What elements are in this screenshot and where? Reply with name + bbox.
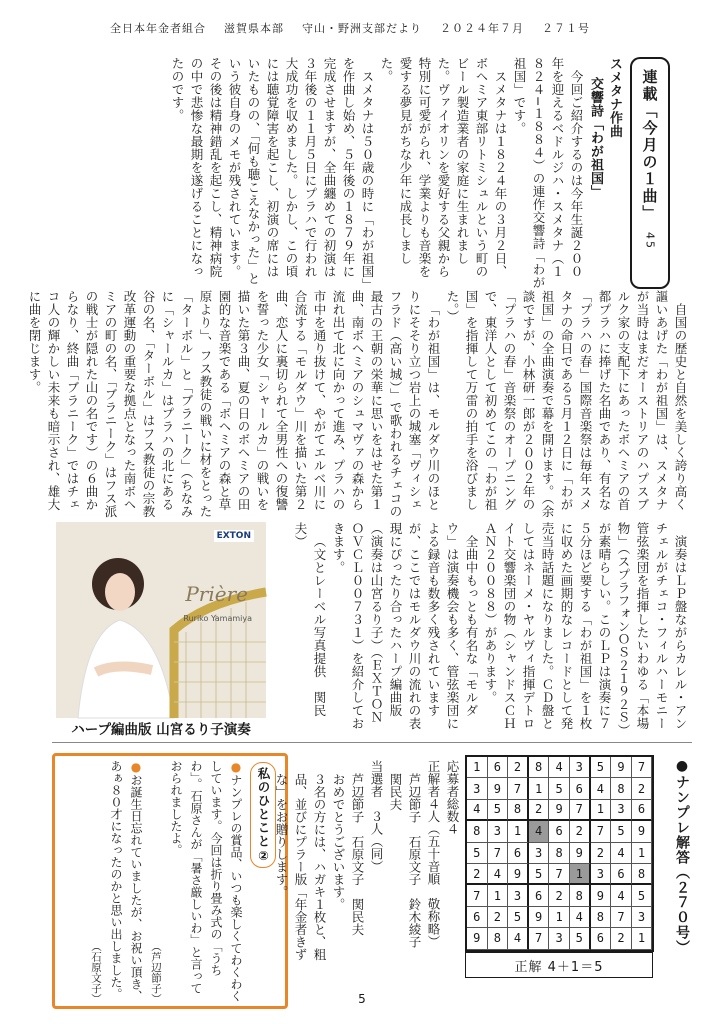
sudoku-cell: 1	[632, 928, 653, 949]
sudoku-cell: 1	[570, 864, 591, 885]
article-col-3	[27, 290, 690, 518]
winners-line: おめでとうございます。	[331, 772, 346, 910]
sudoku-cell: 4	[529, 821, 550, 842]
sudoku-cell: 3	[529, 843, 550, 864]
sudoku-cell: 2	[467, 864, 488, 885]
sudoku-cell: 2	[549, 885, 570, 906]
article-paragraph: スメタナは１８２４年の３月２日、ボヘミア東部リトミシュルという町のビール製造業者の家庭に生まれました。ヴァイオリンを愛好する父親から特別に可愛がられ、学業よりも音楽を愛する夢見がちな少年に成長しました。	[379, 57, 508, 278]
sudoku-cell: 7	[570, 800, 591, 821]
sudoku-cell: 1	[488, 885, 509, 906]
sudoku-cell: 7	[529, 928, 550, 949]
sudoku-cell: 9	[467, 928, 488, 949]
sudoku-cell: 6	[591, 928, 612, 949]
article-paragraph: スメタナは５０歳の時に「わが祖国」を作曲し始め、５年後の１８７９年に完成させますが、全曲纏めての初演は３年後の１１月５日にプラハで行われ大成功を収めました。しかし、この頃には聴覚障害を起こし、初演の席にはいたものの、「何も聴こえなかった」という彼自身のメモが残されています。その後は精神錯乱を起こし、精神病院の中で悲惨な最期を遂げることになったのです。	[170, 57, 375, 285]
winners-line: 正解者４人（五十音順 敬称略）	[426, 760, 441, 948]
sudoku-grid	[465, 755, 654, 952]
sudoku-title: ●ナンプレ解答（２７０号）	[674, 758, 690, 955]
sudoku-cell: 4	[467, 800, 488, 821]
sudoku-cell: 6	[570, 778, 591, 799]
sudoku-cell: 3	[488, 821, 509, 842]
sudoku-cell: 5	[549, 778, 570, 799]
winners-line: 応募者総数４	[445, 760, 460, 835]
article-col-1	[512, 57, 624, 289]
sudoku-cell: 9	[570, 843, 591, 864]
sudoku-cell: 6	[632, 800, 653, 821]
article-paragraph: 演奏はＬＰ盤ながらカレル・アンチェルがチェコ・フィルハーモニー管弦楽団を指揮したいわゆる「本場物」（スプラフォンＯＳ２１９２Ｓ）が素晴らしい。このＬＰは演奏に７５分ほど要する「わが祖国」を１枚に収めた画期的なレコードとして発売当時話題になりました。ＣＤ盤としてはネーメ・ヤルヴィ指揮デトロイト交響楽団の物（シャンドスＣＨＡＮ２００８８）があります。	[483, 522, 688, 731]
sudoku-cell: 6	[611, 864, 632, 885]
sudoku-cell: 2	[591, 843, 612, 864]
sudoku-cell: 8	[570, 885, 591, 906]
sudoku-cell: 2	[488, 907, 509, 928]
sudoku-cell: 2	[570, 821, 591, 842]
article-heading-composer: スメタナ作曲	[607, 57, 622, 138]
winners-line: 芦辺節子 石原文子 鈴木綾子 関民夫	[388, 772, 422, 960]
cd-cover-photo	[56, 522, 266, 718]
series-label: 連載「今月の１曲」	[640, 69, 659, 222]
sudoku-cell: 8	[632, 864, 653, 885]
sudoku-cell: 4	[508, 928, 529, 949]
article-credit: （文とレーベル写真提供 関民夫）	[293, 522, 327, 717]
page-header	[110, 20, 710, 36]
sudoku-cell: 2	[508, 757, 529, 778]
sudoku-cell: 4	[488, 864, 509, 885]
sudoku-cell: 5	[488, 800, 509, 821]
sudoku-cell: 5	[611, 821, 632, 842]
org-name: 全日本年金者組合	[110, 22, 206, 35]
sudoku-cell: 9	[488, 778, 509, 799]
photo-caption: ハープ編曲版 山宮るり子演奏	[71, 722, 251, 738]
sudoku-cell: 8	[611, 778, 632, 799]
sudoku-answer: 正解 4＋1＝5	[465, 952, 653, 978]
sudoku-cell: 7	[632, 757, 653, 778]
newsletter-name: 守山・野洲支部だより	[302, 22, 422, 35]
issue-date: ２０２４年７月	[440, 22, 524, 35]
sudoku-cell: 5	[570, 928, 591, 949]
sudoku-cell: 5	[591, 757, 612, 778]
sudoku-cell: 8	[549, 843, 570, 864]
sudoku-cell: 9	[611, 757, 632, 778]
article-paragraph: 自国の歴史と自然を美しく誇り高く謳いあげた「わが祖国」は、スメタナが当時はまだオーストリアのハプスブルク家の支配下にあったボヘミアの首都プラハに捧げた名曲であり、有名な「プラハの春」国際音楽祭は毎年スメタナの命日である５月１２日に「わが祖国」の全曲演奏で幕を開けます。（余談ですが、小林研一郎が２００２年の「プラハの春」音楽祭のオープニングで、東洋人として初めてこの「わが祖国」を指揮して万雷の拍手を浴びました。）	[445, 290, 688, 518]
sudoku-title-text: ナンプレ解答（２７０号）	[674, 775, 690, 955]
sudoku-cell: 1	[529, 778, 550, 799]
sudoku-cell: 7	[549, 864, 570, 885]
sudoku-cell: 6	[488, 757, 509, 778]
section-divider	[52, 742, 692, 743]
sudoku-cell: 3	[508, 885, 529, 906]
sudoku-cell: 2	[611, 928, 632, 949]
sudoku-cell: 4	[591, 778, 612, 799]
sudoku-cell: 9	[549, 800, 570, 821]
sudoku-cell: 6	[467, 907, 488, 928]
series-number: 45	[643, 232, 657, 250]
memo-item-1-signature: （芦辺節子）	[150, 941, 162, 1004]
sudoku-cell: 4	[611, 885, 632, 906]
sudoku-cell: 4	[549, 757, 570, 778]
sudoku-cell: 3	[591, 864, 612, 885]
page-number: 5	[358, 992, 366, 1006]
memo-item-2-signature: （石原文子）	[90, 941, 102, 1004]
sudoku-cell: 1	[549, 907, 570, 928]
branch-name: 滋賀県本部	[224, 22, 284, 35]
winners-line: 当選者 ３人（同）	[369, 760, 384, 873]
sudoku-cell: 5	[467, 843, 488, 864]
sudoku-cell: 3	[570, 757, 591, 778]
winners-line: ３名の方には、ハガキ１枚と、粗品、並びにプラー版「年金者きずな」をお贈りします。	[274, 772, 327, 960]
sudoku-cell: 8	[529, 757, 550, 778]
sudoku-cell: 8	[467, 821, 488, 842]
sudoku-cell: 7	[508, 778, 529, 799]
article-col-2	[55, 57, 510, 289]
sudoku-cell: 3	[467, 778, 488, 799]
sudoku-cell: 6	[549, 821, 570, 842]
sudoku-cell: 6	[529, 885, 550, 906]
article-paragraph: 全曲中もっとも有名な「モルダウ」は演奏機会も多く、管弦楽団による録音も数多く残されていますが、ここではモルダウ川の流れの表現にぴったり合ったハープ編曲版（演奏は山宮るり子）（ＥＸＴＯＮ ＯＶＣＬ００７３１）を紹介しておきます。	[331, 522, 479, 730]
sudoku-cell: 3	[611, 800, 632, 821]
sudoku-cell: 8	[488, 928, 509, 949]
article-heading-work: 交響詩「わが祖国」	[588, 76, 603, 198]
issue-number: ２７１号	[542, 22, 590, 35]
sudoku-cell: 5	[632, 885, 653, 906]
cd-artist: Ruriko Yamamiya	[183, 614, 252, 623]
sudoku-cell: 3	[632, 907, 653, 928]
cd-label-logo: EXTON	[214, 530, 254, 542]
sudoku-cell: 7	[611, 907, 632, 928]
quiz-winners	[274, 760, 462, 960]
memo-item-2: お誕生日忘れていましたが、お祝い頂き、あぁ８０才になったのかと思い出しました。	[109, 760, 143, 1002]
sudoku-cell: 9	[529, 907, 550, 928]
sudoku-cell: 6	[508, 843, 529, 864]
sudoku-cell: 4	[570, 907, 591, 928]
article-col-4	[272, 522, 690, 736]
sudoku-cell: 7	[488, 843, 509, 864]
cd-title: Prière	[185, 582, 248, 606]
sudoku-cell: 2	[529, 800, 550, 821]
sudoku-cell: 1	[508, 821, 529, 842]
series-label-box	[630, 57, 670, 289]
sudoku-cell: 9	[508, 864, 529, 885]
sudoku-cell: 5	[529, 864, 550, 885]
winners-line: 芦辺節子 石原文子 関民夫	[350, 772, 365, 935]
article-paragraph: 今回ご紹介するのは今年生誕２００年を迎えるベドルジハ・スメタナ（１８２４−１８８４）の連作交響詩「わが祖国」です。	[512, 57, 584, 289]
memo-item-1: ナンプレの賞品、いつも楽しくてわくわくしています。今回は折り畳み式の「うちわ」。石原さんが「暑さ厳しいわ」と言っておられましたよ。	[169, 760, 243, 1002]
sudoku-cell: 7	[591, 821, 612, 842]
sudoku-cell: 1	[591, 800, 612, 821]
memo-title: 私のひとこと②	[250, 762, 276, 868]
sudoku-cell: 2	[632, 778, 653, 799]
sudoku-cell: 4	[611, 843, 632, 864]
article-paragraph: 「わが祖国」は、モルダウ川のほとりにそそり立つ岩上の城塞「ヴィシェフラド（高い城）」で歌われるチェコの最古の王朝の栄華に思いをはせた第１曲、南ボヘミアのシュマヴァの森から流れ出て北に向かって進み、プラハの市中を通り抜けて、やがてエルベ川に合流する「モルダウ」川を描いた第２曲、恋人に裏切られて全男性への復讐を誓った少女「シャールカ」の戦いを描いた第３曲、夏の日のボヘミアの田園的な音楽である「ボヘミアの森と草原より」、フス教徒の戦いに材をとった「ターボル」と「ブラニーク」（ちなみに「シャールカ」はプラハの北にある谷の名、「ターボル」はフス教徒の宗教改革運動の重要な拠点となった南ボヘミアの町の名、「ブラニーク」はフス派の戦士が隠れた山の名です）の６曲からなり、終曲「ブラニーク」ではチェコ人の輝かしい未来も暗示され、雄大に曲を閉じます。	[27, 290, 441, 518]
sudoku-cell: 9	[632, 821, 653, 842]
sudoku-cell: 3	[549, 928, 570, 949]
sudoku-cell: 8	[591, 907, 612, 928]
sudoku-cell: 5	[508, 907, 529, 928]
sudoku-cell: 8	[508, 800, 529, 821]
memo-text	[58, 760, 246, 1004]
sudoku-cell: 1	[632, 843, 653, 864]
sudoku-cell: 1	[467, 757, 488, 778]
bullet-icon: ●	[129, 760, 143, 774]
bullet-icon: ●	[229, 760, 243, 774]
sudoku-cell: 9	[591, 885, 612, 906]
sudoku-cell: 7	[467, 885, 488, 906]
